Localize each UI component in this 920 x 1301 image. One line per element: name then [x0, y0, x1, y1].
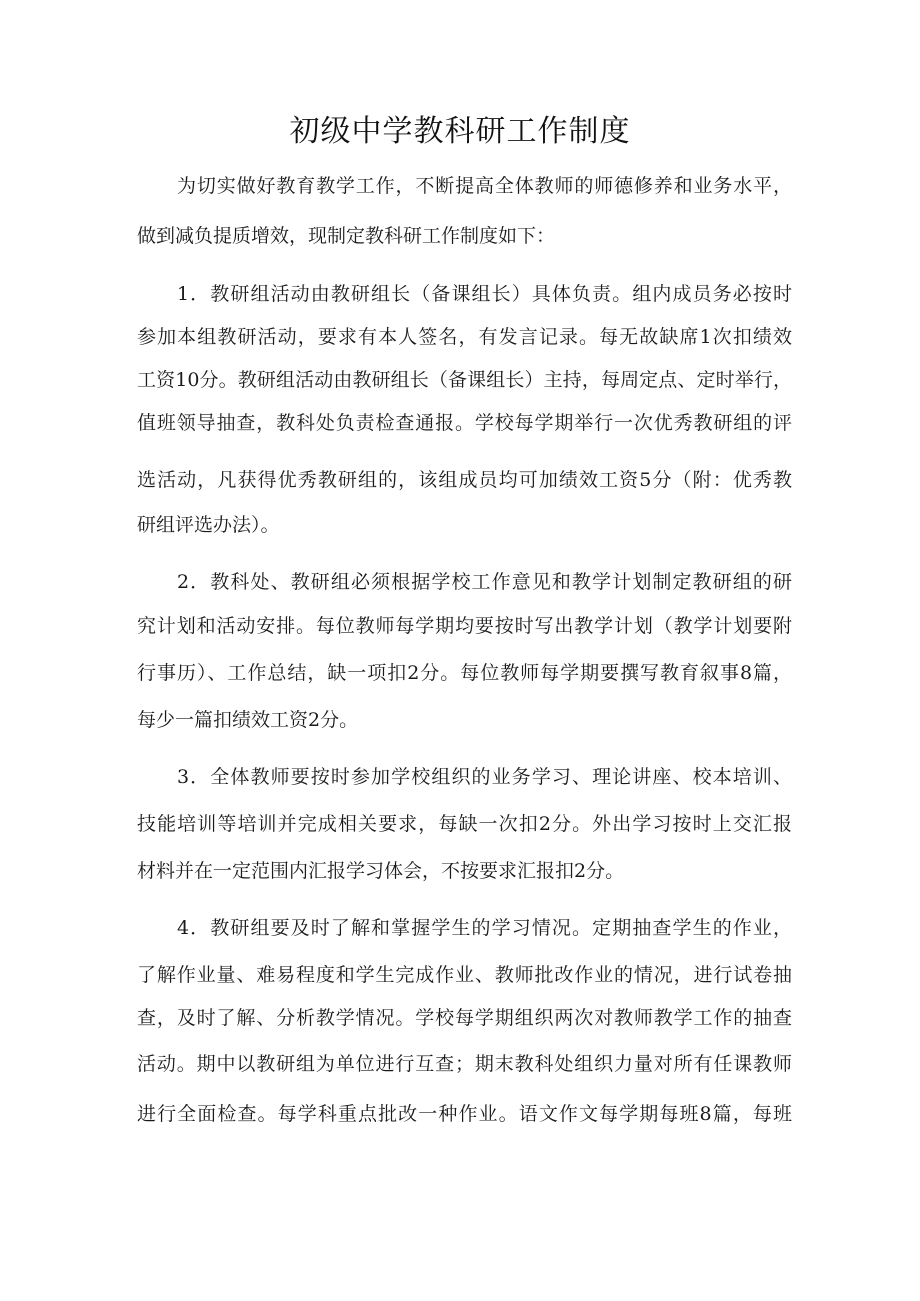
item1-line-4: 值班领导抽查，教科处负责检查通报。学校每学期举行一次优秀教研组的评: [137, 412, 792, 434]
intro-line-2: 做到减负提质增效，现制定教科研工作制度如下：: [137, 225, 556, 247]
item3-line-3: 材料并在一定范围内汇报学习体会，不按要求汇报扣2分。: [137, 860, 625, 882]
intro-line-1: 为切实做好教育教学工作，不断提高全体教师的师德修养和业务水平，: [177, 175, 792, 197]
item1-line-5: 选活动，凡获得优秀教研组的，该组成员均可加绩效工资5分（附：优秀教: [137, 469, 792, 491]
document-title: 初级中学教科研工作制度: [289, 114, 631, 149]
item1-line-3: 工资10分。教研组活动由教研组长（备课组长）主持，每周定点、定时举行，: [137, 369, 792, 391]
item1-line-1: 1．教研组活动由教研组长（备课组长）具体负责。组内成员务必按时: [177, 283, 792, 305]
item2-line-3: 行事历）、工作总结，缺一项扣2分。每位教师每学期要撰写教育叙事8篇，: [137, 662, 792, 684]
item1-line-2: 参加本组教研活动，要求有本人签名，有发言记录。每无故缺席1次扣绩效: [137, 326, 792, 348]
item3-line-1: 3．全体教师要按时参加学校组织的业务学习、理论讲座、校本培训、: [177, 766, 792, 788]
item4-line-4: 活动。期中以教研组为单位进行互查；期末教科处组织力量对所有任课教师: [137, 1053, 792, 1075]
item4-line-1: 4．教研组要及时了解和掌握学生的学习情况。定期抽查学生的作业，: [177, 917, 792, 939]
item4-line-5: 进行全面检查。每学科重点批改一种作业。语文作文每学期每班8篇，每班: [137, 1103, 792, 1125]
item4-line-3: 查，及时了解、分析教学情况。学校每学期组织两次对教师教学工作的抽查: [137, 1007, 792, 1029]
item2-line-2: 究计划和活动安排。每位教师每学期均要按时写出教学计划（教学计划要附: [137, 615, 792, 637]
item2-line-4: 每少一篇扣绩效工资2分。: [137, 709, 359, 731]
item3-line-2: 技能培训等培训并完成相关要求，每缺一次扣2分。外出学习按时上交汇报: [137, 813, 792, 835]
item4-line-2: 了解作业量、难易程度和学生完成作业、教师批改作业的情况，进行试卷抽: [137, 964, 792, 986]
item2-line-1: 2．教科处、教研组必须根据学校工作意见和教学计划制定教研组的研: [177, 571, 792, 593]
item1-line-6: 研组评选办法）。: [137, 514, 280, 536]
